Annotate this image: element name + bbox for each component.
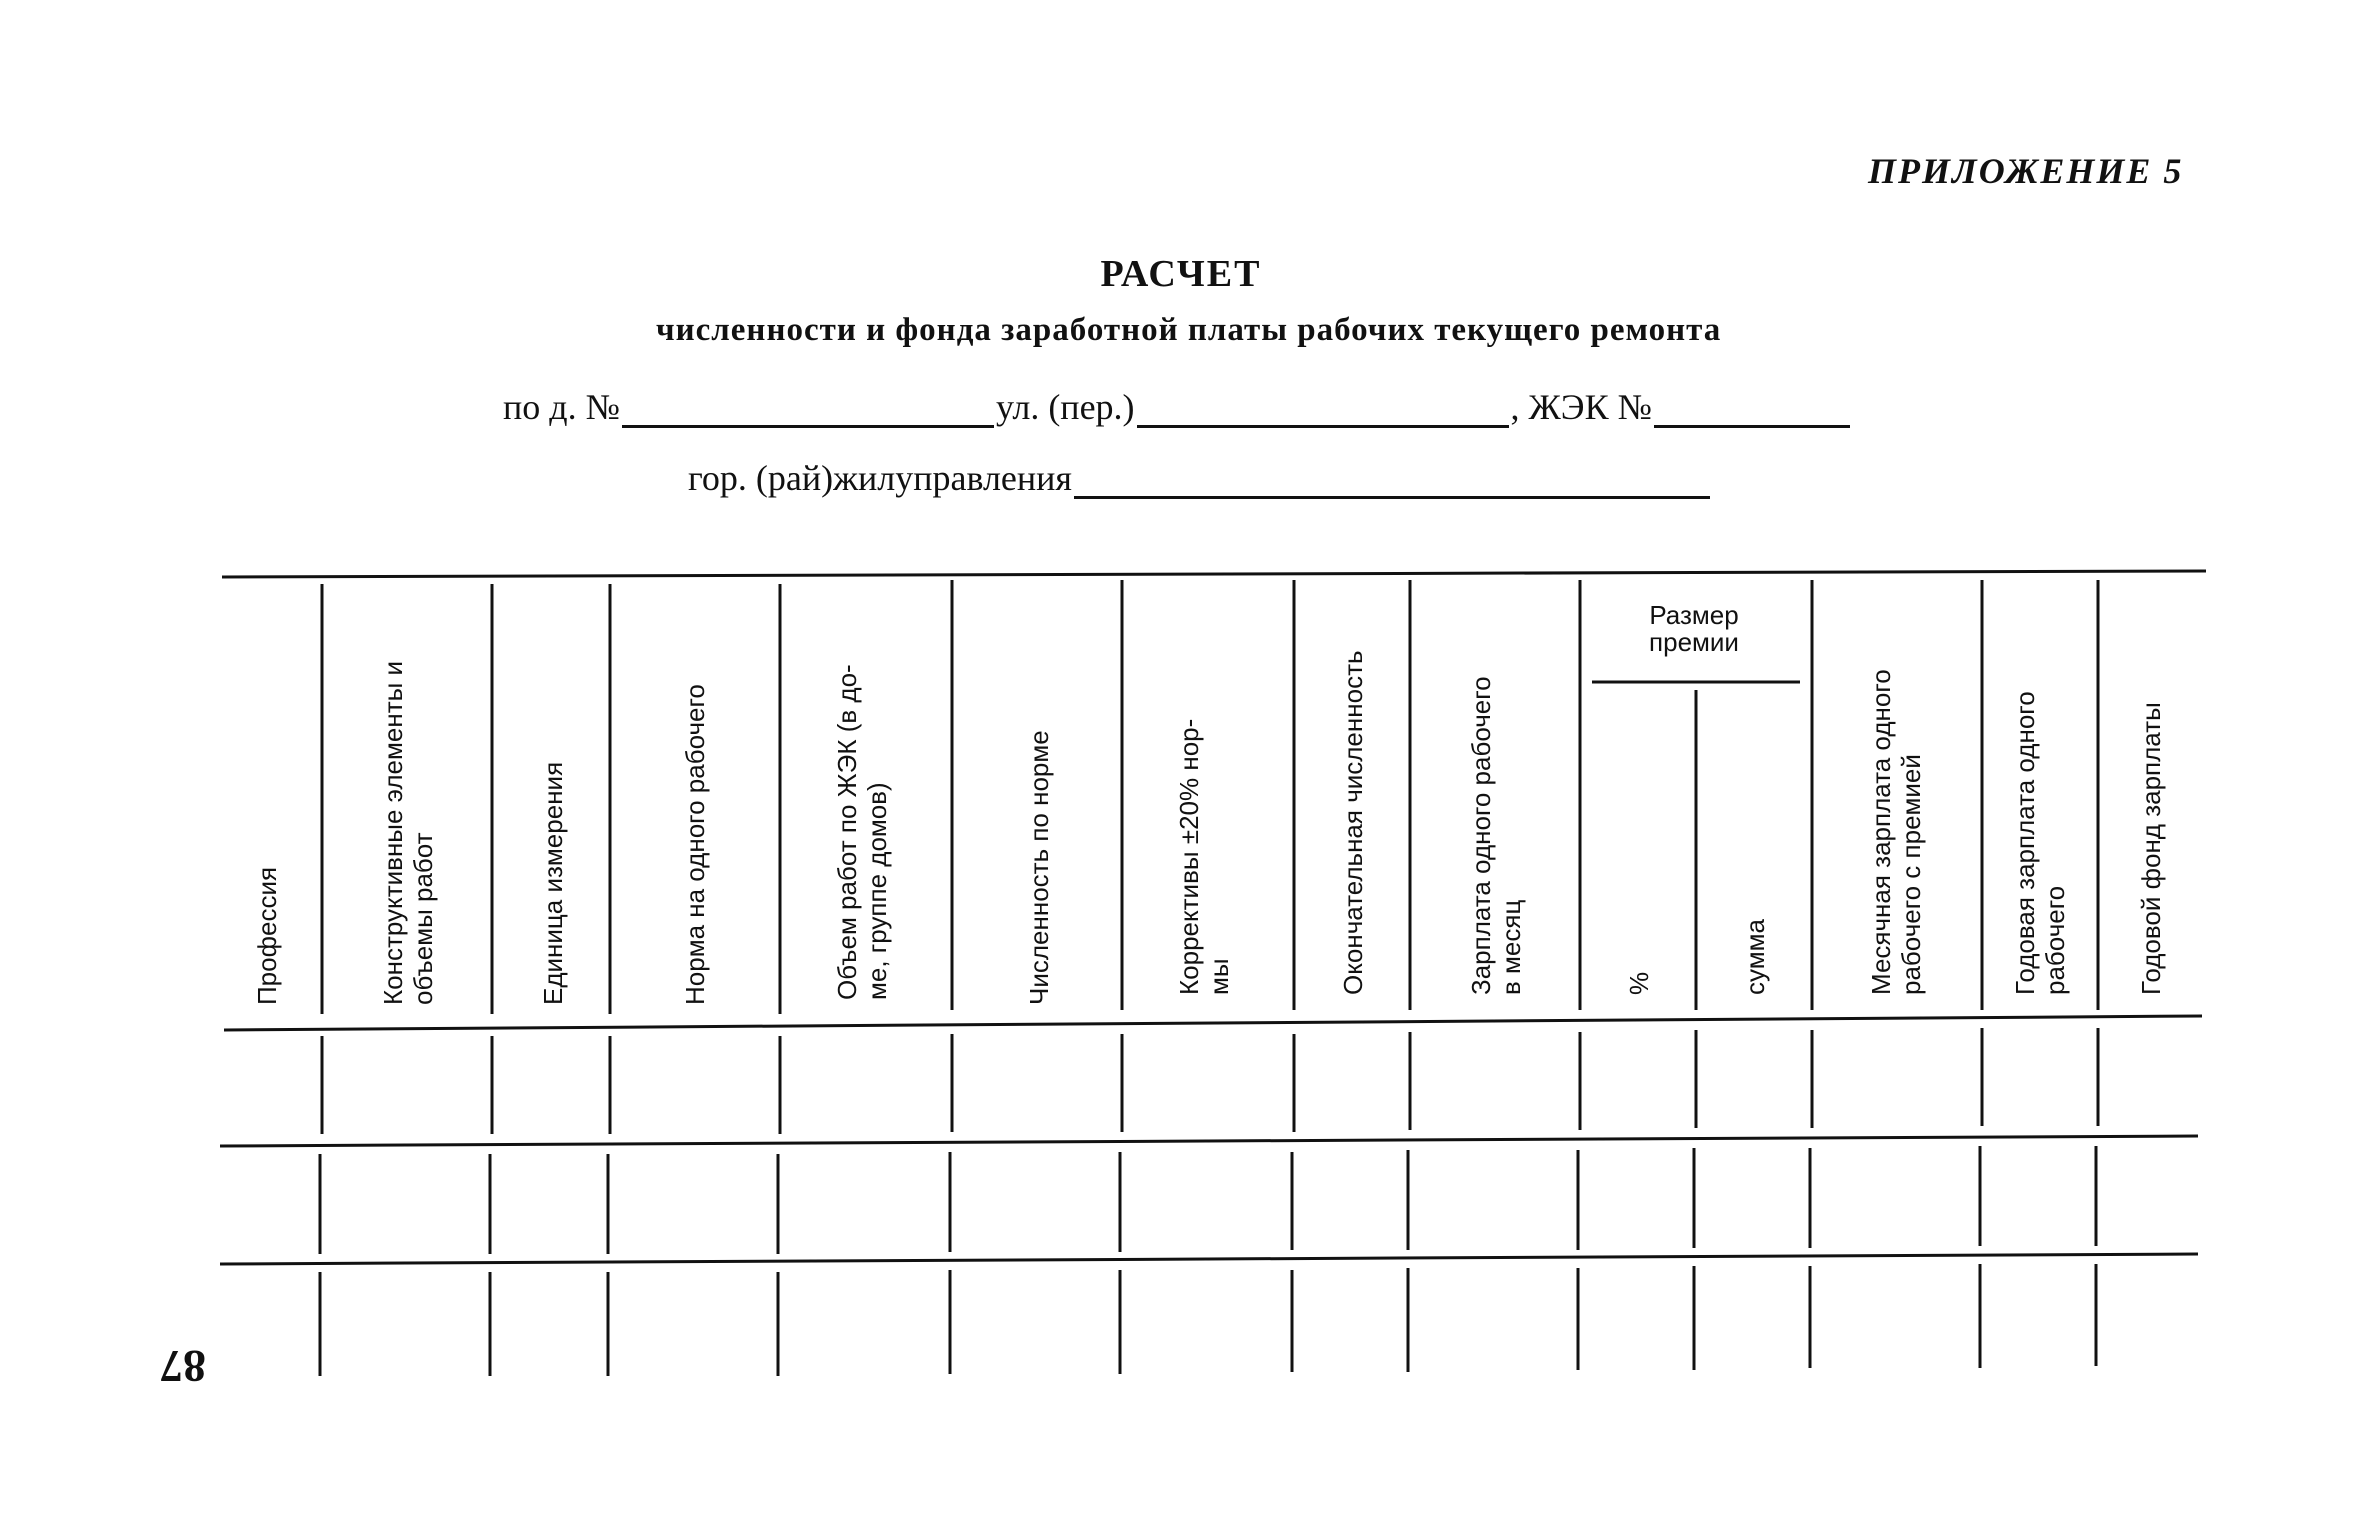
col-header-work-volume: Объем работ по ЖЭК (в до- ме, группе домов): [832, 664, 892, 1000]
header-bottom-rule: [224, 1016, 2202, 1030]
street-label: ул. (пер.): [995, 387, 1135, 427]
col-header-unit: Единица измерения: [538, 761, 568, 1005]
row-1-dividers: [322, 1028, 2098, 1134]
table-top-rule: [222, 571, 2206, 577]
col-header-norm-per-worker: Норма на одного рабочего: [680, 684, 710, 1005]
premium-group-header: Размер премии: [1649, 600, 1739, 657]
col-header-monthly-with-premium: Месячная зарплата одного рабочего с премией: [1866, 669, 1926, 995]
col-header-annual-salary: Годовая зарплата одного рабочего: [2010, 691, 2070, 995]
page-number: 87: [160, 1341, 206, 1392]
col-header-headcount-by-norm: Численность по норме: [1024, 730, 1054, 1005]
col-header-final-headcount: Окончательная численность: [1338, 650, 1368, 995]
admin-label: гор. (рай)жилуправления: [688, 458, 1072, 498]
document-title: РАСЧЕТ: [1100, 253, 1262, 295]
col-header-structural-elements: Конструктивные элементы и объемы работ: [378, 660, 438, 1005]
row-rule-2: [220, 1254, 2198, 1264]
row-2-dividers: [320, 1146, 2096, 1254]
col-header-premium-percent: %: [1624, 971, 1654, 995]
house-number-label: по д. №: [503, 387, 620, 427]
col-header-premium-sum: сумма: [1740, 919, 1770, 995]
appendix-label: ПРИЛОЖЕНИЕ 5: [1868, 151, 2184, 191]
col-header-monthly-salary: Зарплата одного рабочего в месяц: [1466, 676, 1526, 995]
row-rule-1: [220, 1136, 2198, 1146]
document-subtitle: численности и фонда заработной платы рабочих текущего ремонта: [656, 312, 1722, 348]
col-header-corrections: Коррективы ±20% нор- мы: [1174, 718, 1234, 995]
row-3-dividers: [320, 1264, 2096, 1376]
col-header-annual-fund: Годовой фонд зарплаты: [2136, 702, 2166, 995]
zhek-label: , ЖЭК №: [1510, 387, 1652, 427]
col-header-profession: Профессия: [252, 866, 282, 1005]
